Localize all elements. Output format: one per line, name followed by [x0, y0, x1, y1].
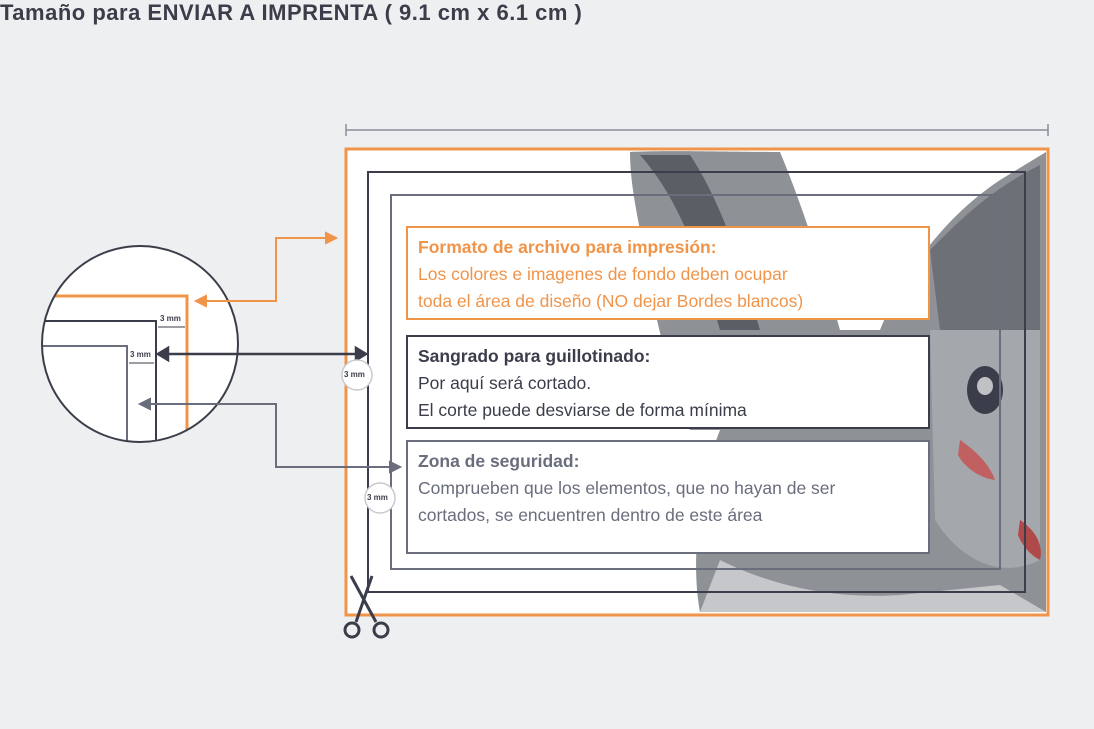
zoom-top-label: 3 mm: [160, 314, 181, 323]
safety-heading: Zona de seguridad:: [418, 451, 580, 471]
bleed-line-2: El corte puede desviarse de forma mínima: [418, 400, 747, 420]
bleed-heading: Sangrado para guillotinado:: [418, 346, 651, 366]
zoom-left-label: 3 mm: [130, 350, 151, 359]
format-line-1: Los colores e imagenes de fondo deben ocupar: [418, 264, 788, 284]
width-dimension-line: [346, 124, 1048, 136]
safety-line-2: cortados, se encuentren dentro de este área: [418, 505, 763, 525]
bleed-info-box: [406, 335, 930, 429]
safety-margin-label: 3 mm: [367, 493, 388, 502]
bleed-line-1: Por aquí será cortado.: [418, 373, 592, 393]
format-info-box: [406, 226, 930, 320]
format-line-2: toda el área de diseño (NO dejar Bordes blancos): [418, 291, 804, 311]
safety-line-1: Comprueben que los elementos, que no hayan de ser: [418, 478, 836, 498]
format-heading: Formato de archivo para impresión:: [418, 237, 717, 257]
safety-info-box: [406, 440, 930, 554]
bleed-margin-label: 3 mm: [344, 370, 365, 379]
page-title: Tamaño para ENVIAR A IMPRENTA ( 9.1 cm x 6.1 cm ): [0, 0, 583, 25]
